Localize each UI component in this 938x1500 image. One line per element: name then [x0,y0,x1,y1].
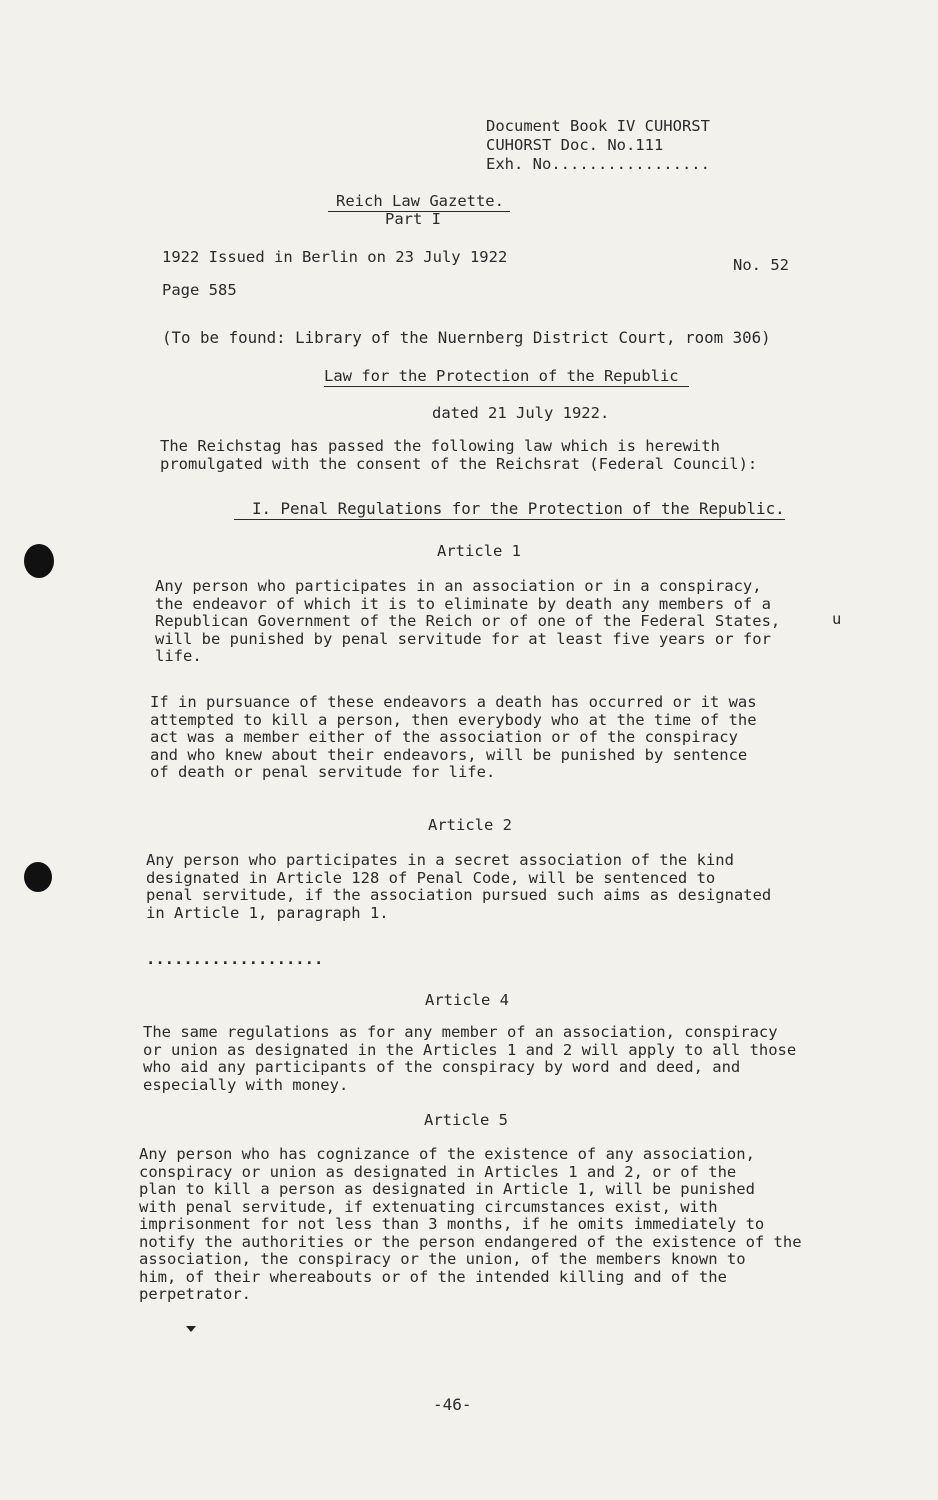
article-1-paragraph-2: If in pursuance of these endeavors a death has occurred or it was attempted to kill a person, then everybody who at the time of the act was a member either of the association or of the conspiracy and who knew about their endeavors, will be punished by sentence of death or penal servitude for life. [150,693,757,781]
law-title: Law for the Protection of the Republic [324,367,689,387]
gazette-title: Reich Law Gazette. [328,192,510,212]
article-2-paragraph: Any person who participates in a secret association of the kind designated in Article 128 of Penal Code, will be sentenced to penal servitude, if the association pursued such aims as designated in Article 1, paragraph 1. [146,851,772,922]
article-2-heading: Article 2 [428,816,512,834]
page-reference: Page 585 [162,281,237,299]
article-5-paragraph: Any person who has cognizance of the existence of any association, conspiracy or union as designated in Articles 1 and 2, or of the plan to kill a person as designated in Article 1, will be punished with penal servitude, if extenuating circumstances exist, with imprisonment for not less than 3 months, if he omits immediately to notify the authorities or the person endangered of the existence of the association, the conspiracy or the union, of the members known to him, of their whereabouts or of the intended killing and of the perpetrator. [139,1145,802,1303]
omission-dots: ................... [146,950,324,968]
punch-hole-bottom [24,862,52,892]
issue-line: 1922 Issued in Berlin on 23 July 1922 [162,248,508,266]
article-1-heading: Article 1 [437,542,521,560]
article-4-paragraph: The same regulations as for any member of an association, conspiracy or union as designated in the Articles 1 and 2 will apply to all those who aid any participants of the conspiracy by word and deed, and especially with money. [143,1023,797,1094]
page-number: -46- [433,1395,472,1414]
issue-number: No. 52 [733,256,789,274]
gazette-part: Part I [385,210,441,228]
location-note: (To be found: Library of the Nuernberg District Court, room 306) [162,328,771,347]
bullet-mark [186,1326,196,1332]
header-doc-number: CUHORST Doc. No.111 [486,136,664,154]
margin-mark: u [832,610,842,628]
section-heading: I. Penal Regulations for the Protection of the Republic. [234,500,785,520]
article-4-heading: Article 4 [425,991,509,1009]
preamble: The Reichstag has passed the following law which is herewith promulgated with the consent of the Reichsrat (Federal Council): [160,437,758,473]
header-exhibit-number: Exh. No................. [486,155,710,173]
article-1-paragraph-1: Any person who participates in an association or in a conspiracy, the endeavor of which it is to eliminate by death any members of a Republican Government of the Reich or of one of the Federal States, will be punished by penal servitude for at least five years or for life. [155,577,781,665]
punch-hole-top [24,544,54,578]
header-doc-book: Document Book IV CUHORST [486,117,710,135]
law-date: dated 21 July 1922. [432,404,610,422]
article-5-heading: Article 5 [424,1111,508,1129]
